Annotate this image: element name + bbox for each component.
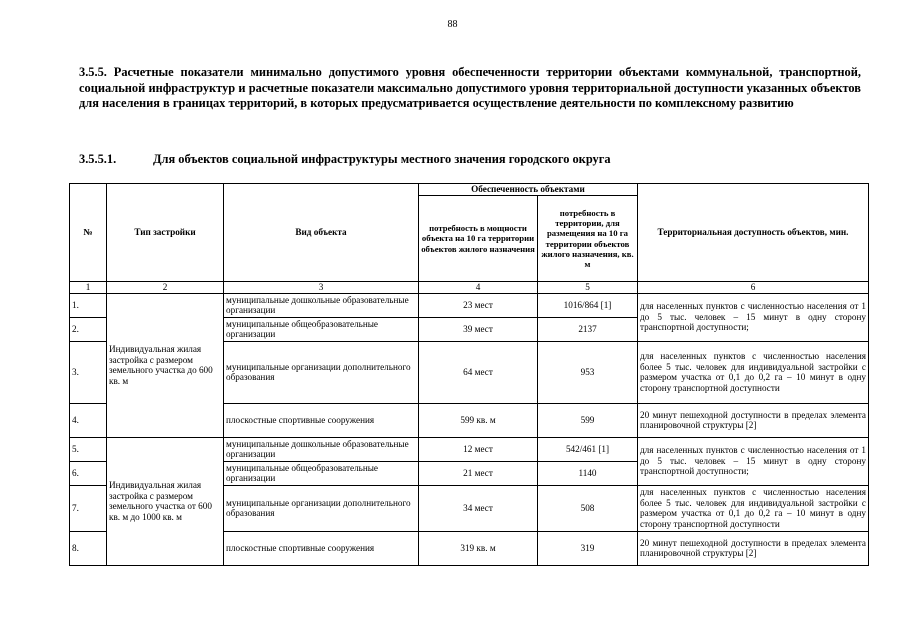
object-type-cell: плоскостные спортивные сооружения <box>224 531 419 565</box>
header-area: потребность в территории, для размещения на 10 га территории объектов жилого назначения, кв. м <box>538 196 638 282</box>
table-row <box>70 437 869 461</box>
header-provision-group: Обеспеченность объектами <box>419 184 638 196</box>
row-number: 3. <box>70 341 107 403</box>
area-cell: 319 <box>538 531 638 565</box>
row-number: 1. <box>70 293 107 317</box>
area-cell: 1140 <box>538 461 638 485</box>
object-type-cell: муниципальные общеобразовательные организации <box>224 461 419 485</box>
subsection-title: Для объектов социальной инфраструктуры местного значения городского округа <box>153 152 611 166</box>
object-type-cell: муниципальные дошкольные образовательные организации <box>224 293 419 317</box>
capacity-cell: 39 мест <box>419 317 538 341</box>
building-type-cell: Индивидуальная жилая застройка с размером земельного участка от 600 кв. м до 1000 кв. м <box>107 437 224 565</box>
object-type-cell: муниципальные организации дополнительного образования <box>224 485 419 531</box>
subsection-number: 3.5.5.1. <box>79 152 117 166</box>
header-num: № <box>70 184 107 282</box>
header-object: Вид объекта <box>224 184 419 282</box>
header-access: Территориальная доступность объектов, мин. <box>638 184 869 282</box>
area-cell: 953 <box>538 341 638 403</box>
capacity-cell: 64 мест <box>419 341 538 403</box>
capacity-cell: 23 мест <box>419 293 538 317</box>
page-number: 88 <box>447 19 458 30</box>
area-cell: 2137 <box>538 317 638 341</box>
area-cell: 1016/864 [1] <box>538 293 638 317</box>
subsection-heading <box>79 152 611 167</box>
capacity-cell: 21 мест <box>419 461 538 485</box>
provision-table <box>69 183 869 566</box>
row-number: 4. <box>70 403 107 437</box>
building-type-cell: Индивидуальная жилая застройка с размером земельного участка до 600 кв. м <box>107 293 224 437</box>
row-number: 5. <box>70 437 107 461</box>
row-number: 2. <box>70 317 107 341</box>
access-cell: для населенных пунктов с численностью населения от 1 до 5 тыс. человек – 15 минут в одну сторону транспортной доступности; <box>638 437 869 485</box>
access-cell: 20 минут пешеходной доступности в пределах элемента планировочной структуры [2] <box>638 531 869 565</box>
column-number-row <box>70 282 869 294</box>
area-cell: 599 <box>538 403 638 437</box>
object-type-cell: муниципальные организации дополнительного образования <box>224 341 419 403</box>
capacity-cell: 319 кв. м <box>419 531 538 565</box>
access-cell: для населенных пунктов с численностью населения более 5 тыс. человек для индивидуальной застройки с размером участка от 0,1 до 0,2 га – 10 минут в одну сторону транспортной доступности <box>638 485 869 531</box>
access-cell: 20 минут пешеходной доступности в пределах элемента планировочной структуры [2] <box>638 403 869 437</box>
header-capacity: потребность в мощности объекта на 10 га территории объектов жилого назначения <box>419 196 538 282</box>
capacity-cell: 599 кв. м <box>419 403 538 437</box>
column-number: 2 <box>107 282 224 294</box>
row-number: 6. <box>70 461 107 485</box>
header-type: Тип застройки <box>107 184 224 282</box>
column-number: 6 <box>638 282 869 294</box>
column-number: 1 <box>70 282 107 294</box>
capacity-cell: 12 мест <box>419 437 538 461</box>
access-cell: для населенных пунктов с численностью населения от 1 до 5 тыс. человек – 15 минут в одну сторону транспортной доступности; <box>638 293 869 341</box>
section-heading: 3.5.5. Расчетные показатели минимально допустимого уровня обеспеченности территории объектами коммунальной, транспортной, социальной инфраструктур и расчетные показатели максимально допустимого уровня территориальной доступности указанных объектов для населения в границах территорий, в которых предусматривается осуществление деятельности по комплексному развитию <box>79 65 861 110</box>
column-number: 5 <box>538 282 638 294</box>
column-number: 3 <box>224 282 419 294</box>
area-cell: 542/461 [1] <box>538 437 638 461</box>
table-row <box>70 293 869 317</box>
area-cell: 508 <box>538 485 638 531</box>
object-type-cell: муниципальные общеобразовательные организации <box>224 317 419 341</box>
row-number: 7. <box>70 485 107 531</box>
object-type-cell: плоскостные спортивные сооружения <box>224 403 419 437</box>
column-number: 4 <box>419 282 538 294</box>
row-number: 8. <box>70 531 107 565</box>
object-type-cell: муниципальные дошкольные образовательные организации <box>224 437 419 461</box>
capacity-cell: 34 мест <box>419 485 538 531</box>
access-cell: для населенных пунктов с численностью населения более 5 тыс. человек для индивидуальной застройки с размером участка от 0,1 до 0,2 га – 10 минут в одну сторону транспортной доступности <box>638 341 869 403</box>
